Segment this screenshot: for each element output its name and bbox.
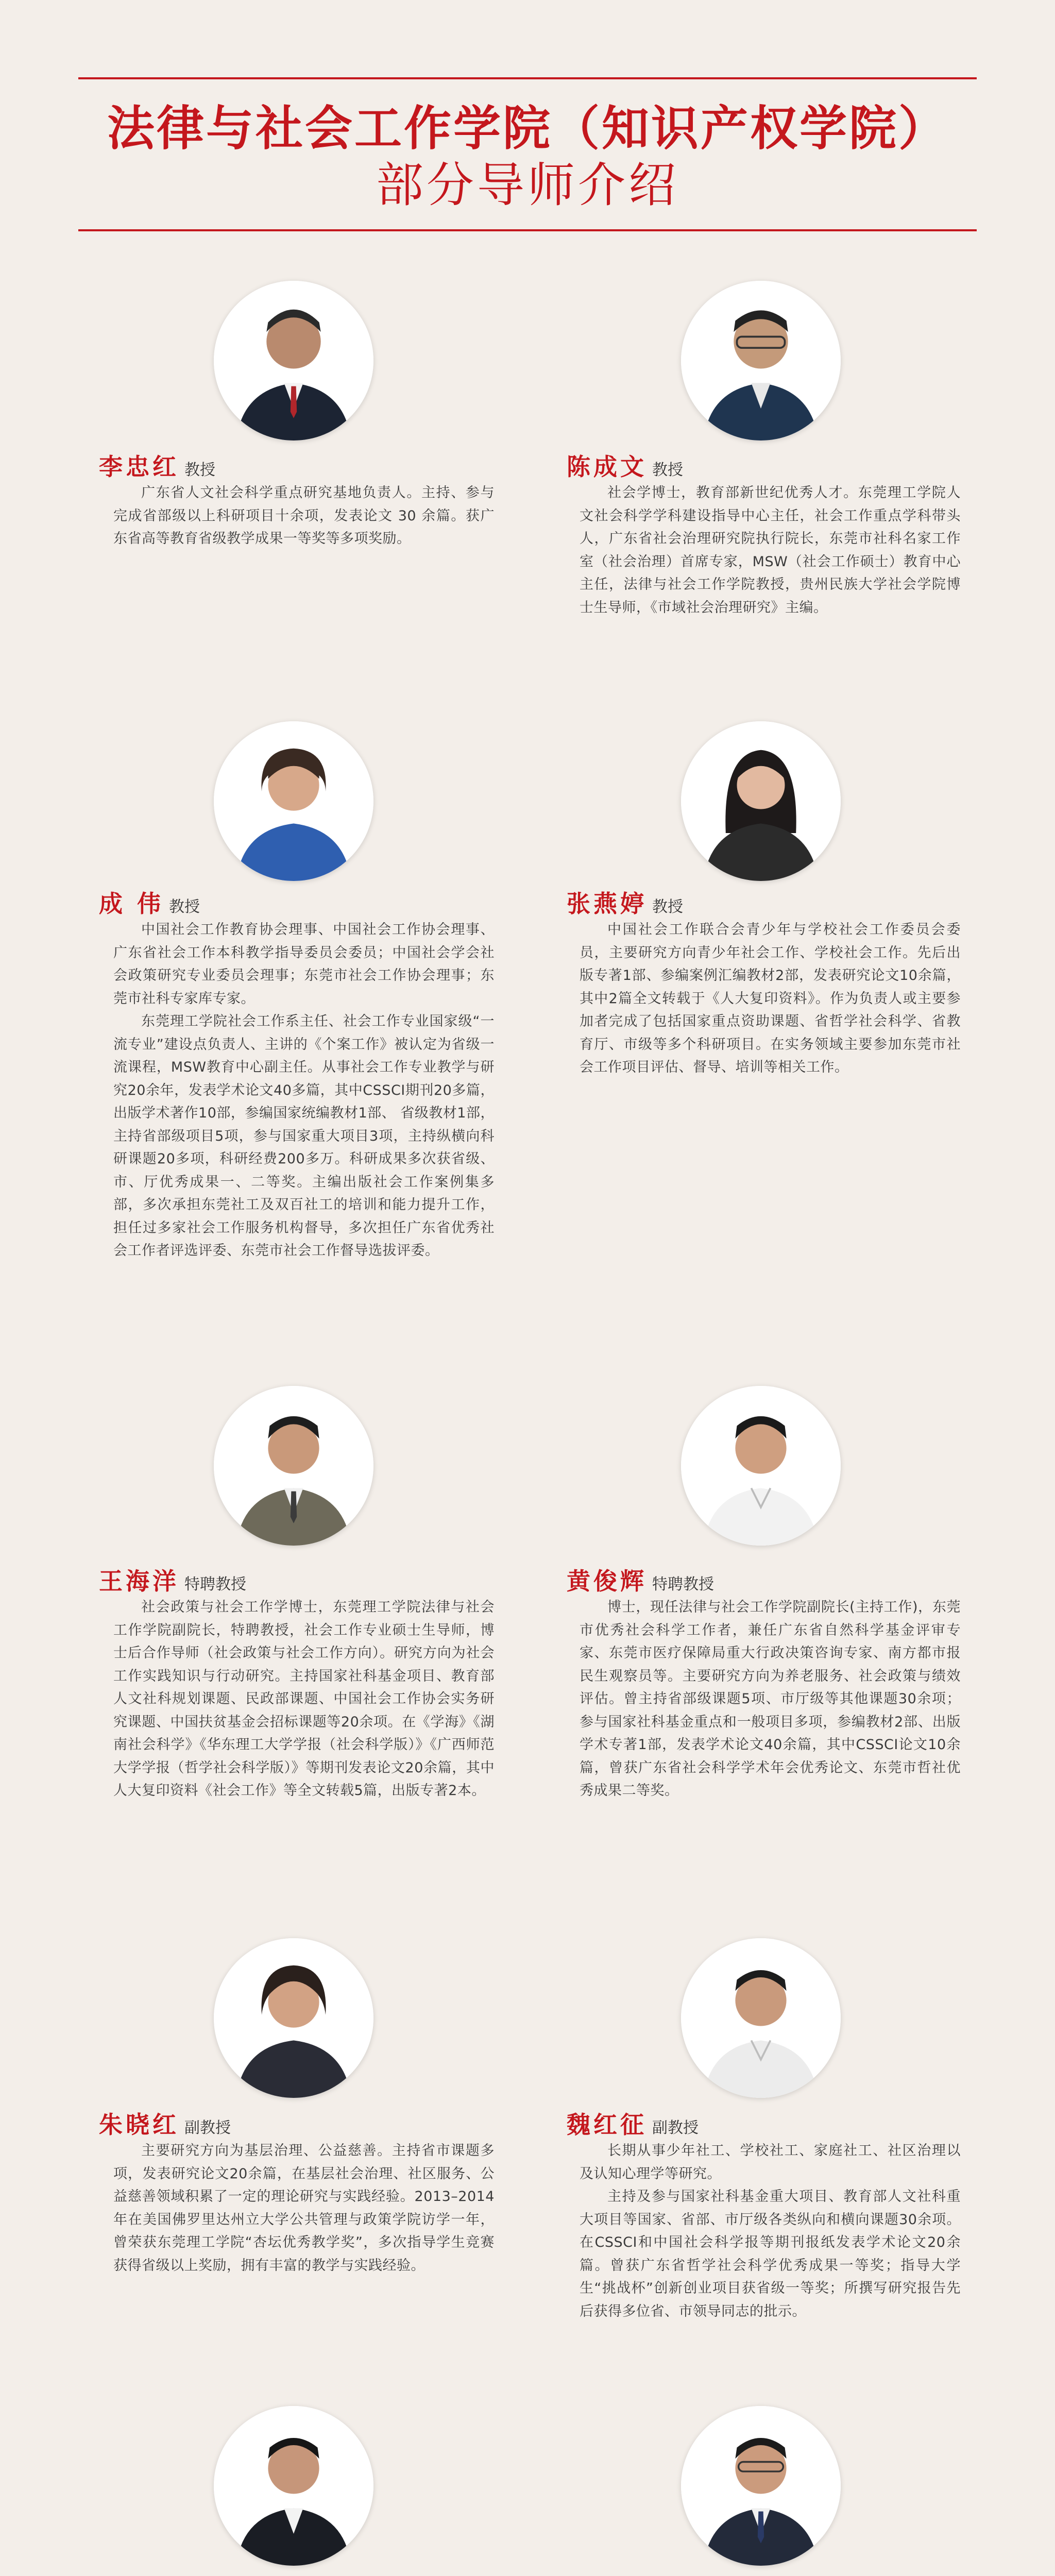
portrait-photo [214,281,373,440]
mentor-name: 朱晓红 [99,2111,179,2139]
mentor-bio [580,1596,961,1803]
page-subtitle: 部分导师介绍 [376,158,679,213]
mentor-bio-paragraph: 社会学博士，教育部新世纪优秀人才。东莞理工学院人文社会科学学科建设指导中心主任，社会工作重点学科带头人，广东省社会治理研究院执行院长，东莞市社科名家工作室（社会治理）首席专家，MSW（社会工作硕士）教育中心主任，法律与社会工作学院教授，贵州民族大学社会学院博士生导师，《市域社会治理研究》主编。 [580,485,961,616]
mentor-name: 陈成文 [567,453,647,481]
portrait-photo [681,721,841,881]
portrait-photo [214,721,373,881]
mentor-bio [113,482,495,551]
portrait-photo [681,2406,841,2566]
mentor-bio [113,919,495,1263]
portrait-photo [681,1938,841,2098]
mentor-name-line [567,2106,699,2140]
mentor-name-line [567,1563,714,1597]
mentor-title: 教授 [169,898,200,916]
mentor-name: 王海洋 [99,1567,179,1595]
mentor-bio [113,2140,495,2277]
mentor-bio-paragraph: 广东省人文社会科学重点研究基地负责人。主持、参与完成省部级以上科研项目十余项，发表论文 30 余篇。获广东省高等教育省级教学成果一等奖等多项奖励。 [113,485,495,547]
mentor-bio-paragraph: 主要研究方向为基层治理、公益慈善。主持省市课题多项，发表研究论文20余篇，在基层社会治理、社区服务、公益慈善领域积累了一定的理论研究与实践经验。2013–2014年在美国佛罗里达州立大学公共管理与政策学院访学一年，曾荣获东莞理工学院“杏坛优秀教学奖”，多次指导学生竞赛获得省级以上奖励，拥有丰富的教学与实践经验。 [113,2143,495,2274]
mentor-bio-paragraph: 中国社会工作教育协会理事、中国社会工作协会理事、广东省社会工作本科教学指导委员会委员；中国社会学会社会政策研究专业委员会理事；东莞市社会工作协会理事；东莞市社科专家库专家。 [113,922,495,1007]
mentor-name: 李忠红 [99,453,179,481]
mentor-name: 张燕婷 [567,890,647,918]
mentor-name: 魏红征 [567,2111,647,2139]
mentor-title: 副教授 [184,2119,231,2137]
mentor-title: 教授 [184,461,215,479]
mentor-bio-paragraph: 东莞理工学院社会工作系主任、社会工作专业国家级“一流专业”建设点负责人、主讲的《个案工作》被认定为省级一流课程，MSW教育中心副主任。从事社会工作专业教学与研究20余年，发表学术论文40多篇，其中CSSCI期刊20多篇，出版学术著作10部，参编国家统编教材1部、 省级教材1部，主持省部级项目5项，参与国家重大项目3项，主持纵横向科研课题20多项，科研经费200多万。科研成果多次获省级、市、厅优秀成果一、二等奖。主编出版社会工作案例集多部，多次承担东莞社工及双百社工的培训和能力提升工作，担任过多家社会工作服务机构督导，多次担任广东省优秀社会工作者评选评委、东莞市社会工作督导选拔评委。 [113,1013,495,1259]
mentor-name-line [99,1563,246,1597]
mentor-title: 副教授 [652,2119,699,2137]
mentor-bio-paragraph: 长期从事少年社工、学校社工、家庭社工、社区治理以及认知心理学等研究。 [580,2143,961,2182]
mentor-name-line [567,448,683,482]
mentor-bio-paragraph: 主持及参与国家社科基金重大项目、教育部人文社科重大项目等国家、省部、市厅级各类纵向和横向课题30余项。在CSSCI和中国社会科学报等期刊报纸发表学术论文20余篇。曾获广东省哲学社会科学优秀成果一等奖；指导大学生“挑战杯”创新创业项目获省级一等奖；所撰写研究报告先后获得多位省、市领导同志的批示。 [580,2189,961,2319]
mentor-title: 特聘教授 [652,1575,714,1594]
mentor-name-line [99,2106,231,2140]
header-top-rule [78,77,977,79]
portrait-photo [214,2406,373,2566]
mentor-name-line [99,885,200,919]
mentor-title: 教授 [652,898,683,916]
mentor-title: 特聘教授 [184,1575,246,1594]
mentor-bio [113,1596,495,1803]
mentor-bio-paragraph: 社会政策与社会工作学博士，东莞理工学院法律与社会工作学院副院长，特聘教授，社会工作专业硕士生导师，博士后合作导师（社会政策与社会工作方向）。研究方向为社会工作实践知识与行动研究。主持国家社科基金项目、教育部人文社科规划课题、民政部课题、中国社会工作协会实务研究课题、中国扶贫基金会招标课题等20余项。在《学海》《湖南社会科学》《华东理工大学学报（社会科学版）》《广西师范大学学报（哲学社会科学版）》等期刊发表论文20余篇，其中人大复印资料《社会工作》等全文转载5篇，出版专著2本。 [113,1599,495,1799]
mentor-bio-paragraph: 博士，现任法律与社会工作学院副院长(主持工作)，东莞市优秀社会科学工作者，兼任广东省自然科学基金评审专家、东莞市医疗保障局重大行政决策咨询专家、南方都市报民生观察员等。主要研究方向为养老服务、社会政策与绩效评估。曾主持省部级课题5项、市厅级等其他课题30余项；参与国家社科基金重点和一般项目多项，参编教材2部、出版学术专著1部，发表学术论文40余篇，其中CSSCI论文10余篇，曾获广东省社会科学学术年会优秀论文、东莞市哲社优秀成果二等奖。 [580,1599,961,1799]
mentor-name-line [99,448,215,482]
mentor-title: 教授 [652,461,683,479]
portrait-photo [681,1386,841,1546]
mentor-bio [580,919,961,1079]
mentor-name: 成 伟 [99,890,164,918]
header-bottom-rule [78,229,977,231]
mentor-name: 黄俊辉 [567,1567,647,1595]
page-title: 法律与社会工作学院（知识产权学院） [107,101,948,156]
portrait-photo [214,1386,373,1546]
portrait-photo [681,281,841,440]
mentor-bio [580,2140,961,2323]
portrait-photo [214,1938,373,2098]
mentor-name-line [567,885,683,919]
mentor-bio [580,482,961,619]
mentor-bio-paragraph: 中国社会工作联合会青少年与学校社会工作委员会委员，主要研究方向青少年社会工作、学校社会工作。先后出版专著1部、参编案例汇编教材2部，发表研究论文10余篇，其中2篇全文转载于《人大复印资料》。作为负责人或主要参加者完成了包括国家重点资助课题、省哲学社会科学、省教育厅、市级等多个科研项目。在实务领域主要参加东莞市社会工作项目评估、督导、培训等相关工作。 [580,922,961,1075]
